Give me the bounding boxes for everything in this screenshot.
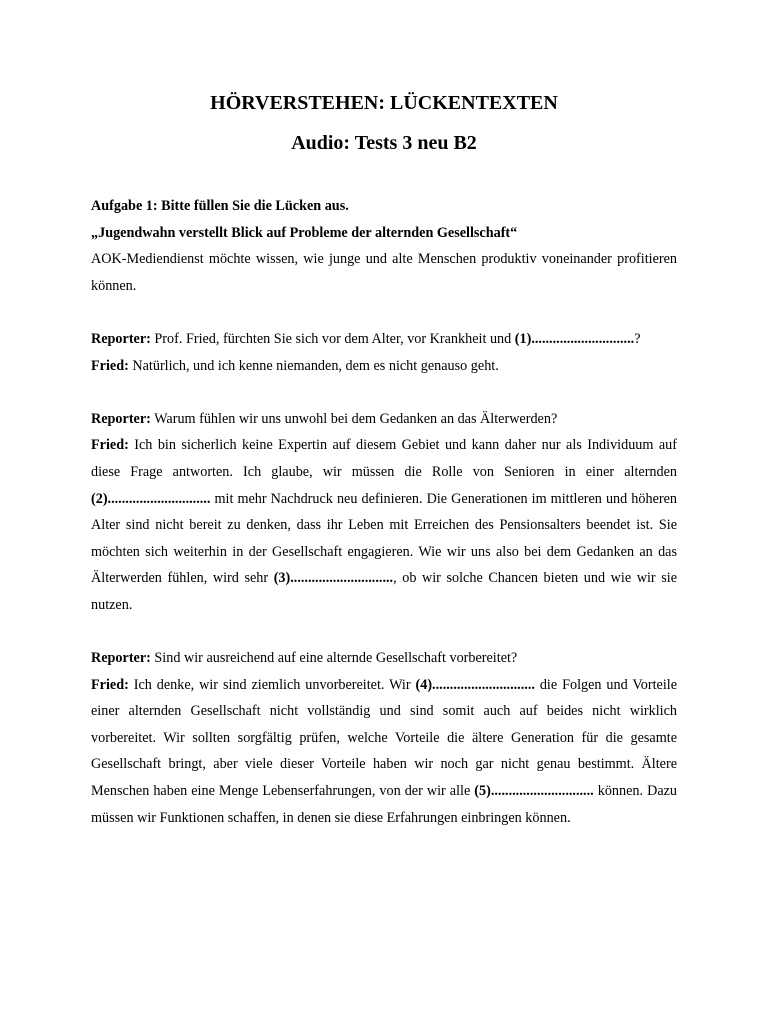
answer-text: mit mehr Nachdruck neu definieren. Die Generationen im mittleren und höheren Alter sind nicht bereit zu denken, dass ihr Leben mit Erreichen des Pensionsalters beendet ist. Sie möchten sich weiterhin in der Gesellschaft engagieren. Wie wir uns also bei dem Gedanken an das Älterwerden fühlen, wird sehr (91, 490, 677, 587)
answer-text: Ich denke, wir sind ziemlich unvorbereitet. Wir (128, 676, 416, 693)
reporter-question (91, 406, 677, 433)
answer-blank: (3)............................. (273, 570, 394, 587)
article-headline (91, 220, 677, 247)
answer-text: können. Dazu müssen wir Funktionen schaffen, in denen sie diese Erfahrungen einbringen können. (91, 783, 678, 826)
answer-blank: (4)............................. (415, 676, 535, 693)
question-text: Warum fühlen wir uns unwohl bei dem Gedanken an das Älterwerden? (150, 410, 558, 427)
answer-text: , ob wir solche Chancen bieten und wie wir sie nutzen. (91, 570, 677, 613)
fried-answer (91, 672, 677, 832)
answer-text: Ich bin sicherlich keine Expertin auf diesem Gebiet und kann daher nur als Individuum auf diese Frage antworten. Ich glaube, wir müssen die Rolle von Senioren in einer alternden (91, 437, 677, 480)
question-text: ? (634, 330, 641, 347)
paragraph-spacer (91, 299, 677, 326)
fried-answer (91, 353, 677, 380)
speaker-label-reporter: Reporter: (91, 410, 151, 427)
fried-answer (91, 432, 677, 618)
paragraph-spacer (91, 379, 677, 406)
speaker-label-reporter: Reporter: (91, 330, 151, 347)
task-instruction (91, 193, 677, 220)
answer-text: die Folgen und Vorteile einer alternden Gesellschaft nicht vollständig und sind somit auch auf beides nicht wirklich vorbereitet. Wir sollten sorgfältig prüfen, welche Vorteile die ältere Generation für die gesamte Gesellschaft bringt, aber viele dieser Vorteile haben wir noch gar nicht genau bestimmt. Ältere Menschen haben eine Menge Lebenserfahrungen, von der wir alle (91, 676, 678, 800)
speaker-label-fried: Fried: (91, 676, 129, 693)
speaker-label-reporter: Reporter: (91, 650, 151, 667)
speaker-label-fried: Fried: (91, 357, 129, 374)
paragraph-spacer (91, 619, 677, 646)
reporter-question (91, 326, 677, 353)
reporter-question (91, 645, 677, 672)
answer-blank: (1)............................. (514, 330, 635, 347)
article-lead: AOK-Mediendienst möchte wissen, wie junge und alte Menschen produktiv voneinander profitieren können. (91, 251, 677, 294)
question-text: Prof. Fried, fürchten Sie sich vor dem Alter, vor Krankheit und (150, 330, 515, 347)
question-text: Sind wir ausreichend auf eine alternde Gesellschaft vorbereitet? (150, 650, 518, 667)
speaker-label-fried: Fried: (91, 437, 129, 454)
document-body (91, 193, 677, 831)
interview-dialogue (91, 299, 677, 831)
document-subtitle: Audio: Tests 3 neu B2 (291, 132, 477, 154)
answer-text: Natürlich, und ich kenne niemanden, dem es nicht genauso geht. (128, 357, 499, 374)
answer-blank: (5)............................. (474, 783, 594, 800)
task-instruction-text: Aufgabe 1: Bitte füllen Sie die Lücken aus. (91, 198, 349, 214)
answer-blank: (2)............................. (91, 490, 211, 507)
article-headline-text: „Jugendwahn verstellt Blick auf Probleme der alternden Gesellschaft“ (91, 224, 518, 241)
document-title: HÖRVERSTEHEN: LÜCKENTEXTEN (210, 92, 558, 114)
